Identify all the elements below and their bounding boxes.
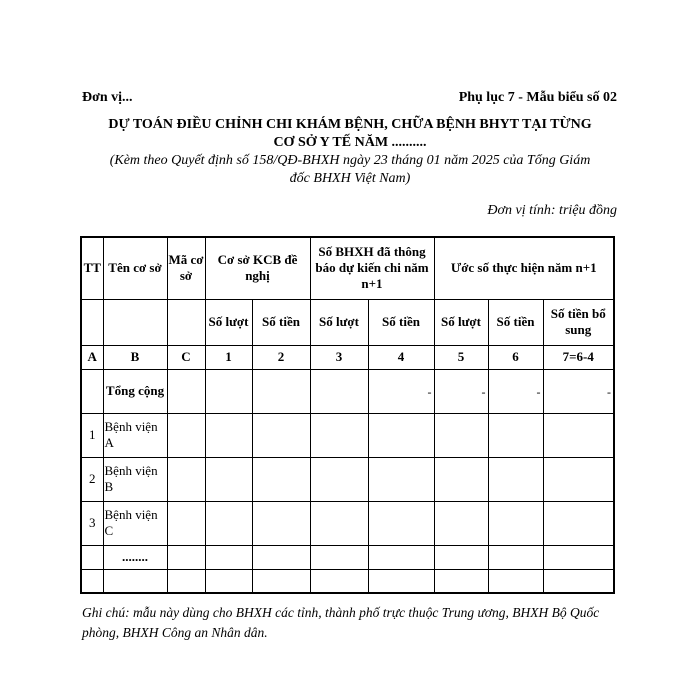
code-cell: 7=6-4 [543,345,614,369]
header-group-proposed: Cơ sở KCB đề nghị [205,237,310,299]
document-subtitle [80,152,620,188]
code-cell: 5 [434,345,488,369]
budget-table [80,236,615,594]
subtitle-line-2: đốc BHXH Việt Nam) [289,171,411,186]
header-tt: TT [81,237,103,299]
document-title [80,116,620,152]
table-row [81,569,614,593]
facility-name: Bệnh viện B [103,457,167,501]
header-blank [167,299,205,345]
footnote: Ghi chú: mẫu này dùng cho BHXH các tỉnh, thành phố trực thuộc Trung ương, BHXH Bộ Quốc phòng, BHXH Công an Nhân dân. [82,605,600,640]
total-row [81,369,614,413]
title-line-2: CƠ SỞ Y TẾ NĂM .......... [273,135,427,150]
row-number: 1 [81,413,103,457]
code-cell: 6 [488,345,543,369]
facility-name: Bệnh viện C [103,501,167,545]
unit-label: Đơn vị... [82,90,133,105]
code-cell: 3 [310,345,368,369]
table-row [81,457,614,501]
header-group-notified: Số BHXH đã thông báo dự kiến chi năm n+1 [310,237,434,299]
row-number: 2 [81,457,103,501]
header-extra-money: Số tiền bổ sung [543,299,614,345]
header-facility-code: Mã cơ sở [167,237,205,299]
code-cell: A [81,345,103,369]
code-cell: 1 [205,345,252,369]
header-facility-name: Tên cơ sở [103,237,167,299]
code-cell: B [103,345,167,369]
subtitle-line-1: (Kèm theo Quyết định số 158/QĐ-BHXH ngày 23 tháng 01 năm 2025 của Tổng Giám [109,153,591,168]
currency-unit-label: Đơn vị tính: triệu đồng [487,203,617,218]
table-row [81,413,614,457]
header-turns-estimated: Số lượt [434,299,488,345]
header-turns-proposed: Số lượt [205,299,252,345]
header-money-estimated: Số tiền [488,299,543,345]
code-cell: 2 [252,345,310,369]
row-number: 3 [81,501,103,545]
title-line-1: DỰ TOÁN ĐIỀU CHỈNH CHI KHÁM BỆNH, CHỮA BỆNH BHYT TẠI TỪNG [108,117,592,132]
table-row [81,501,614,545]
table-row [81,545,614,569]
dash-mark: - [536,384,541,399]
code-cell: 4 [368,345,434,369]
dash-mark: - [481,384,486,399]
code-cell: C [167,345,205,369]
header-money-proposed: Số tiền [252,299,310,345]
total-label: Tổng cộng [103,369,167,413]
header-money-notified: Số tiền [368,299,434,345]
appendix-label: Phụ lục 7 - Mẫu biểu số 02 [458,90,617,105]
ellipsis-row: ........ [103,545,167,569]
header-blank [81,299,103,345]
header-turns-notified: Số lượt [310,299,368,345]
dash-mark: - [607,384,611,399]
header-blank [103,299,167,345]
facility-name: Bệnh viện A [103,413,167,457]
header-group-estimated: Ước số thực hiện năm n+1 [434,237,614,299]
dash-mark: - [427,384,432,399]
